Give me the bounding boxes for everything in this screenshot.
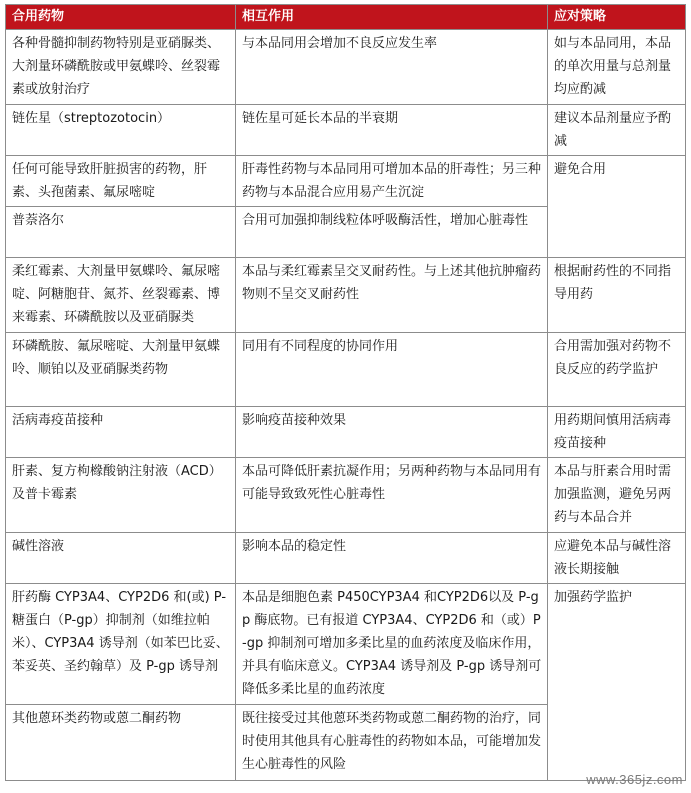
table-row bbox=[6, 407, 686, 458]
interaction-cell: 本品是细胞色素 P450CYP3A4 和CYP2D6以及 P-gp 酶底物。已有报道 CYP3A4、CYP2D6 和（或）P-gp 抑制剂可增加多柔比星的血药浓度及临床作用，并具有临床意义。CYP3A4 诱导剂及 P-gp 诱导剂可降低多柔比星的血药浓度 bbox=[236, 584, 548, 705]
interaction-cell: 本品与柔红霉素呈交叉耐药性。与上述其他抗肿瘤药物则不呈交叉耐药性 bbox=[236, 258, 548, 333]
drug-cell: 任何可能导致肝脏损害的药物，肝素、头孢菌素、氟尿嘧啶 bbox=[6, 156, 236, 207]
strategy-cell: 建议本品剂量应予酌减 bbox=[548, 105, 686, 156]
header-interaction: 相互作用 bbox=[236, 5, 548, 30]
strategy-cell: 如与本品同用，本品的单次用量与总剂量均应酌减 bbox=[548, 30, 686, 105]
interaction-cell: 本品可降低肝素抗凝作用；另两种药物与本品同用有可能导致致死性心脏毒性 bbox=[236, 458, 548, 533]
interaction-cell: 链佐星可延长本品的半衰期 bbox=[236, 105, 548, 156]
drug-cell: 肝素、复方枸橼酸钠注射液（ACD）及普卡霉素 bbox=[6, 458, 236, 533]
table-row bbox=[6, 30, 686, 105]
drug-cell: 普萘洛尔 bbox=[6, 207, 236, 258]
header-strategy: 应对策略 bbox=[548, 5, 686, 30]
table-row bbox=[6, 584, 686, 705]
watermark: www.365jz.com bbox=[586, 772, 683, 787]
interaction-cell: 同用有不同程度的协同作用 bbox=[236, 333, 548, 407]
drug-cell: 柔红霉素、大剂量甲氨蝶呤、氟尿嘧啶、阿糖胞苷、氮芥、丝裂霉素、博来霉素、环磷酰胺以及亚硝脲类 bbox=[6, 258, 236, 333]
table-row bbox=[6, 458, 686, 533]
strategy-cell: 合用需加强对药物不良反应的药学监护 bbox=[548, 333, 686, 407]
drug-cell: 碱性溶液 bbox=[6, 533, 236, 584]
header-drug: 合用药物 bbox=[6, 5, 236, 30]
drug-cell: 肝药酶 CYP3A4、CYP2D6 和(或) P-糖蛋白（P-gp）抑制剂（如维拉帕米）、CYP3A4 诱导剂（如苯巴比妥、苯妥英、圣约翰草）及 P-gp 诱导剂 bbox=[6, 584, 236, 705]
interaction-cell: 影响疫苗接种效果 bbox=[236, 407, 548, 458]
table-row bbox=[6, 156, 686, 207]
drug-cell: 环磷酰胺、氟尿嘧啶、大剂量甲氨蝶呤、顺铂以及亚硝脲类药物 bbox=[6, 333, 236, 407]
table-row bbox=[6, 105, 686, 156]
interaction-cell: 影响本品的稳定性 bbox=[236, 533, 548, 584]
strategy-cell: 加强药学监护 bbox=[548, 584, 686, 781]
interaction-cell: 合用可加强抑制线粒体呼吸酶活性，增加心脏毒性 bbox=[236, 207, 548, 258]
drug-cell: 链佐星（streptozotocin） bbox=[6, 105, 236, 156]
strategy-cell: 应避免本品与碱性溶液长期接触 bbox=[548, 533, 686, 584]
strategy-cell: 本品与肝素合用时需加强监测，避免另两药与本品合并 bbox=[548, 458, 686, 533]
drug-interaction-table bbox=[5, 4, 686, 781]
table-header-row bbox=[6, 5, 686, 30]
table-row bbox=[6, 258, 686, 333]
drug-cell: 活病毒疫苗接种 bbox=[6, 407, 236, 458]
strategy-cell: 用药期间慎用活病毒疫苗接种 bbox=[548, 407, 686, 458]
strategy-cell: 避免合用 bbox=[548, 156, 686, 258]
drug-cell: 其他蒽环类药物或蒽二酮药物 bbox=[6, 705, 236, 781]
table-row bbox=[6, 533, 686, 584]
strategy-cell: 根据耐药性的不同指导用药 bbox=[548, 258, 686, 333]
interaction-cell: 肝毒性药物与本品同用可增加本品的肝毒性；另三种药物与本品混合应用易产生沉淀 bbox=[236, 156, 548, 207]
drug-cell: 各种骨髓抑制药物特别是亚硝脲类、大剂量环磷酰胺或甲氨蝶呤、丝裂霉素或放射治疗 bbox=[6, 30, 236, 105]
interaction-cell: 与本品同用会增加不良反应发生率 bbox=[236, 30, 548, 105]
interaction-cell: 既往接受过其他蒽环类药物或蒽二酮药物的治疗，同时使用其他具有心脏毒性的药物如本品，可能增加发生心脏毒性的风险 bbox=[236, 705, 548, 781]
table-row bbox=[6, 333, 686, 407]
